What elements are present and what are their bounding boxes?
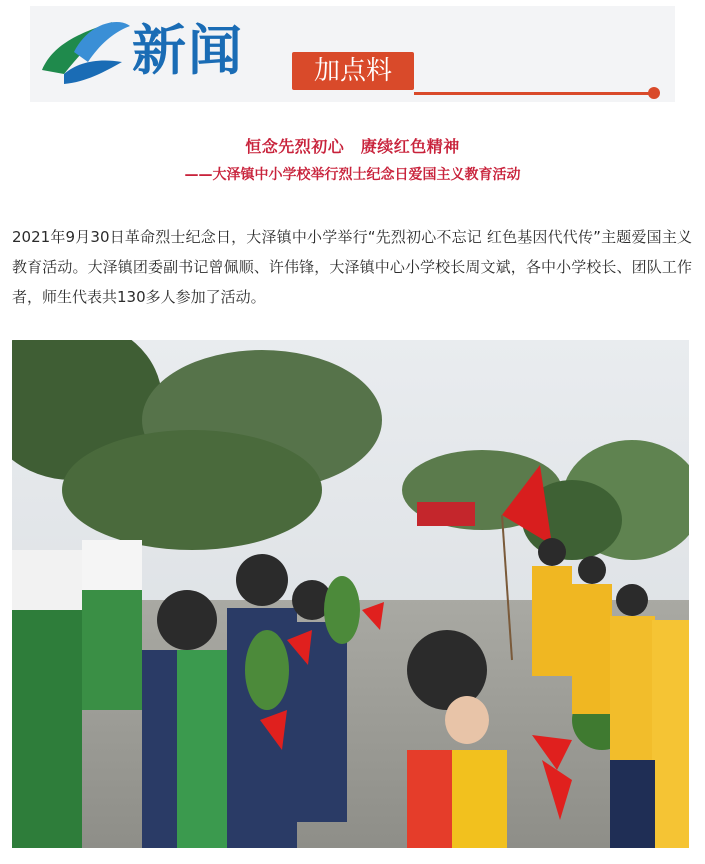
article-paragraph: 2021年9月30日革命烈士纪念日，大泽镇中小学举行“先烈初心不忘记 红色基因代代传”主题爱国主义教育活动。大泽镇团委副书记曾佩顺、许伟锋，大泽镇中心小学校长周文斌，各中小学校长、团队工作者，师生代表共130多人参加了活动。: [12, 228, 692, 306]
article-subheadline: ——大泽镇中小学校举行烈士纪念日爱国主义教育活动: [184, 167, 521, 183]
banner-dot: [648, 87, 660, 99]
event-photo: [12, 340, 689, 848]
article-headline: 恒念先烈初心 赓续红色精神: [245, 137, 460, 156]
banner-rule: [414, 92, 652, 95]
banner-title: 新闻: [132, 18, 244, 82]
news-banner: [30, 6, 675, 102]
banner-badge: 加点料: [292, 52, 414, 90]
swirl-logo-icon: [34, 12, 134, 92]
